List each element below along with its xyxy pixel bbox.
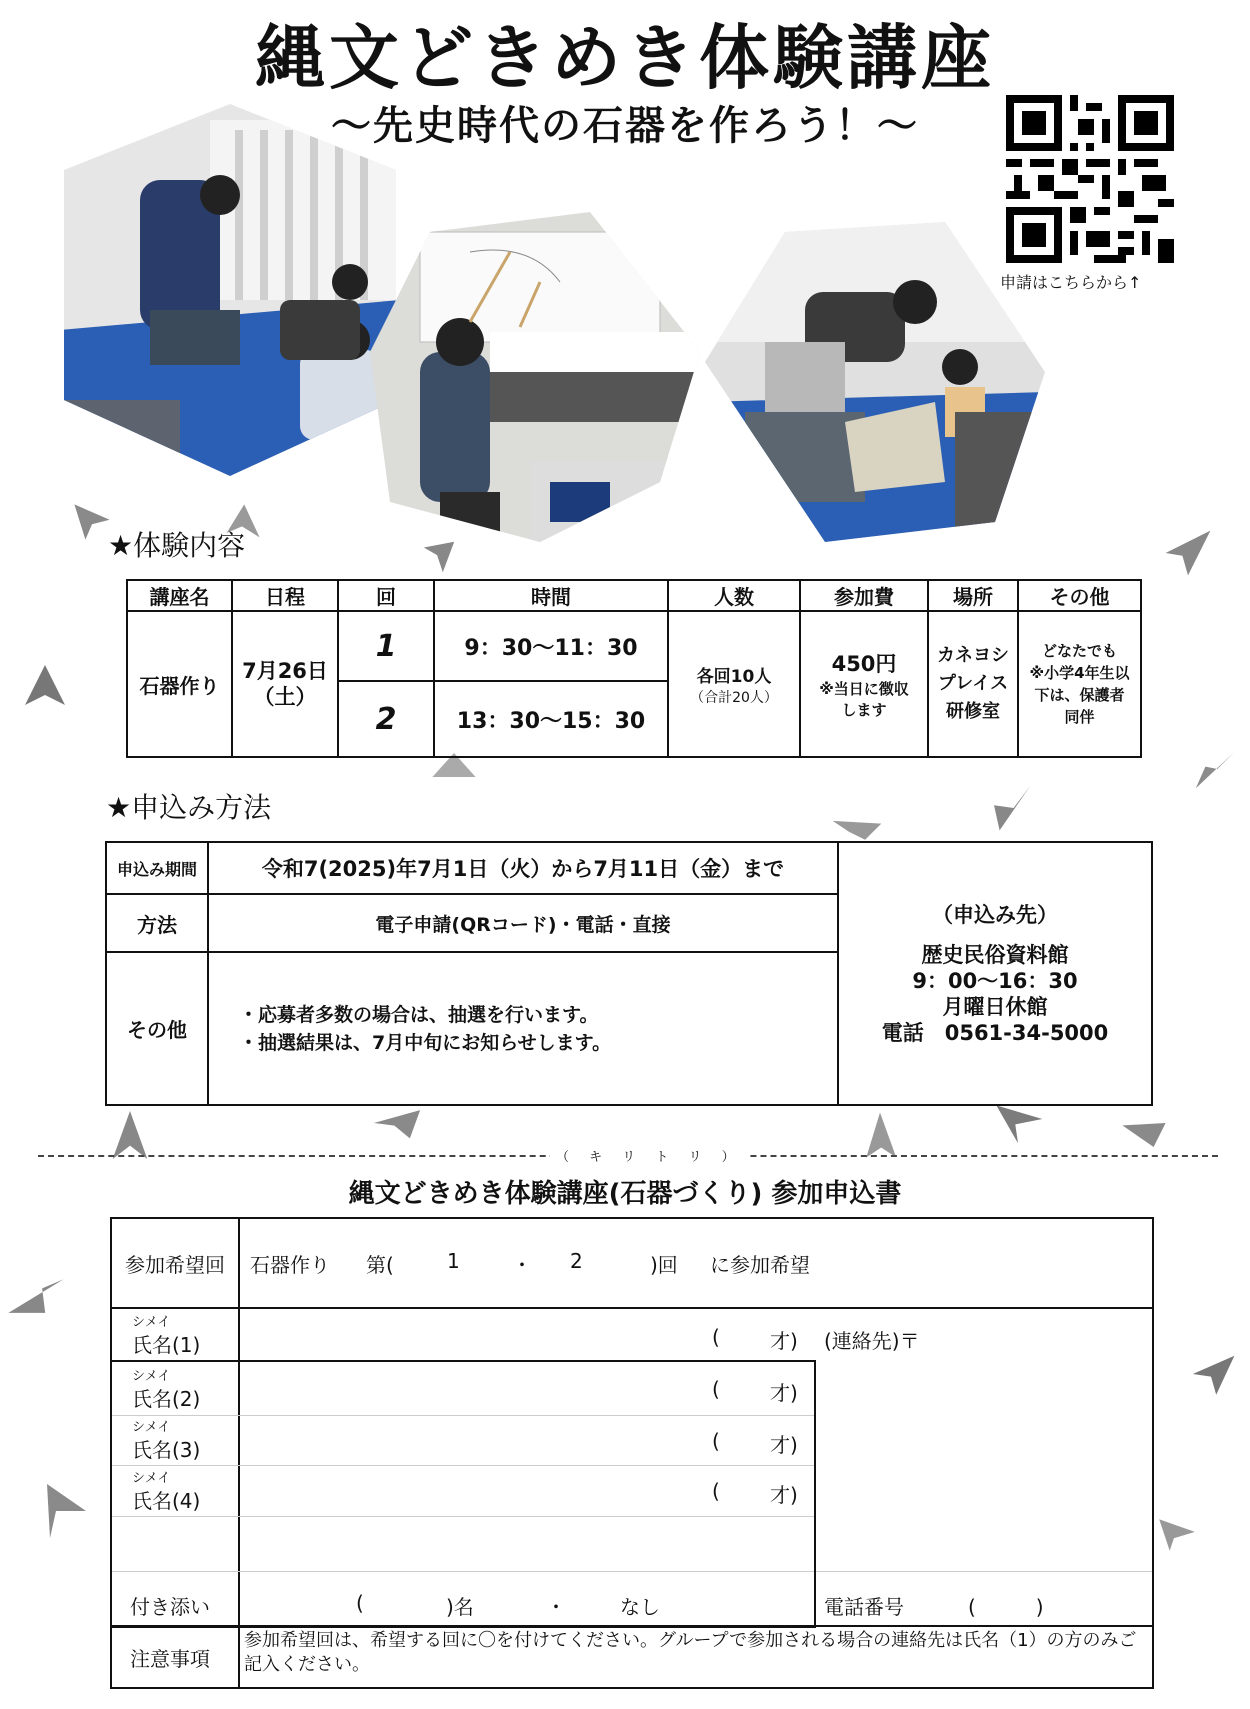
arrowhead-icon	[1185, 745, 1245, 793]
header-other: その他	[1018, 580, 1141, 611]
course-fee: 450円 ※当日に徴収 します	[800, 611, 928, 757]
notes-label: 注意事項	[130, 1647, 210, 1671]
companion-none[interactable]: なし	[620, 1595, 660, 1619]
contact-info: （申込み先） 歴史民俗資料館 9：00～16：30 月曜日休館 電話 0561-34-5000	[838, 842, 1152, 1105]
name-2-age: 才)	[770, 1381, 798, 1405]
name-2-kana: シメイ	[132, 1369, 171, 1384]
period-value: 令和7(2025)年7月1日（火）から7月11日（金）まで	[208, 842, 838, 894]
name-1-age: 才)	[770, 1329, 798, 1353]
arrowhead-icon	[35, 1480, 89, 1542]
course-name: 石器作り	[127, 611, 232, 757]
session-dot: ・	[512, 1253, 532, 1277]
name-4-age: 才)	[770, 1483, 798, 1507]
header-capacity: 人数	[668, 580, 800, 611]
arrowhead-icon	[860, 1110, 900, 1160]
header-session: 回	[338, 580, 434, 611]
name-4-label: 氏名(4)	[132, 1489, 201, 1513]
course-table	[126, 579, 1142, 758]
name-2-label: 氏名(2)	[132, 1387, 201, 1411]
companion-count[interactable]: )名	[446, 1595, 474, 1619]
course-place: カネヨシ プレイス 研修室	[928, 611, 1018, 757]
arrowhead-icon	[420, 538, 458, 576]
period-label: 申込み期間	[106, 842, 208, 894]
session-option-1[interactable]: 1	[447, 1249, 460, 1273]
phone-label: 電話番号	[824, 1595, 904, 1619]
session-suffix: に参加希望	[710, 1253, 810, 1277]
companion-dot: ・	[546, 1595, 566, 1619]
method-value: 電子申請(QRコード)・電話・直接	[208, 894, 838, 952]
name-4-kana: シメイ	[132, 1471, 171, 1486]
name-2-age-open: (	[712, 1377, 720, 1401]
arrowhead-icon	[830, 815, 884, 843]
session-kai: )回	[650, 1253, 678, 1277]
companion-open: (	[356, 1591, 364, 1615]
name-1-age-open: (	[712, 1325, 720, 1349]
course-date: 7月26日 （土）	[232, 611, 338, 757]
workshop-photo-1	[60, 100, 400, 480]
course-capacity: 各回10人 （合計20人）	[668, 611, 800, 757]
application-form	[110, 1217, 1154, 1689]
arrowhead-icon	[1120, 1120, 1168, 1150]
session-2-time: 13：30～15：30	[434, 681, 668, 757]
arrowhead-icon	[1155, 1515, 1197, 1553]
workshop-photo-2	[370, 212, 710, 542]
other-notes: ・応募者多数の場合は、抽選を行います。 ・抽選結果は、7月中旬にお知らせします。	[208, 952, 838, 1105]
arrowhead-icon	[990, 1100, 1046, 1146]
qr-caption: 申請はこちらから↑	[1000, 273, 1142, 292]
name-3-input[interactable]	[242, 1431, 702, 1457]
session-course: 石器作り	[250, 1253, 330, 1277]
cut-line-label: （ キ リ ト リ ）	[550, 1146, 749, 1165]
session-dai: 第(	[366, 1253, 394, 1277]
phone-input[interactable]: ( )	[968, 1595, 1044, 1619]
page-title: 縄文どきめき体験講座	[255, 17, 995, 99]
name-4-age-open: (	[712, 1479, 720, 1503]
arrowhead-icon	[5, 1270, 67, 1316]
course-other: どなたでも ※小学4年生以 下は、保護者 同伴	[1018, 611, 1141, 757]
name-3-age: 才)	[770, 1433, 798, 1457]
page-subtitle: ～先史時代の石器を作ろう！～	[331, 103, 919, 149]
header-time: 時間	[434, 580, 668, 611]
arrowhead-icon	[370, 1105, 424, 1141]
name-4-input[interactable]	[242, 1481, 702, 1507]
arrowhead-icon	[980, 780, 1036, 836]
header-place: 場所	[928, 580, 1018, 611]
session-option-2[interactable]: 2	[570, 1249, 583, 1273]
contact-address-label: (連絡先)〒	[824, 1329, 920, 1353]
arrowhead-icon	[1160, 525, 1216, 581]
session-1-number: 1	[338, 611, 434, 681]
header-course: 講座名	[127, 580, 232, 611]
arrowhead-icon	[1185, 1350, 1237, 1398]
name-1-input[interactable]	[242, 1337, 752, 1361]
other-label: その他	[106, 952, 208, 1105]
session-2-number: 2	[338, 681, 434, 757]
name-1-kana: シメイ	[132, 1315, 171, 1330]
arrowhead-icon	[20, 660, 70, 710]
workshop-photo-3	[705, 222, 1045, 542]
name-3-kana: シメイ	[132, 1420, 171, 1435]
name-3-label: 氏名(3)	[132, 1438, 201, 1462]
name-1-label: 氏名(1)	[132, 1333, 201, 1357]
section-heading-content: ★体験内容	[108, 529, 246, 562]
name-2-input[interactable]	[242, 1379, 702, 1405]
companion-label: 付き添い	[130, 1595, 210, 1619]
section-heading-application: ★申込み方法	[106, 791, 272, 824]
form-title: 縄文どきめき体験講座(石器づくり) 参加申込書	[348, 1179, 902, 1209]
session-1-time: 9：30～11：30	[434, 611, 668, 681]
header-date: 日程	[232, 580, 338, 611]
name-3-age-open: (	[712, 1429, 720, 1453]
method-label: 方法	[106, 894, 208, 952]
header-fee: 参加費	[800, 580, 928, 611]
notes-text: 参加希望回は、希望する回に〇を付けてください。グループで参加される場合の連絡先は氏名（1）の方のみご記入ください。	[244, 1630, 1137, 1675]
session-label: 参加希望回	[125, 1252, 225, 1277]
application-table	[105, 841, 1153, 1106]
